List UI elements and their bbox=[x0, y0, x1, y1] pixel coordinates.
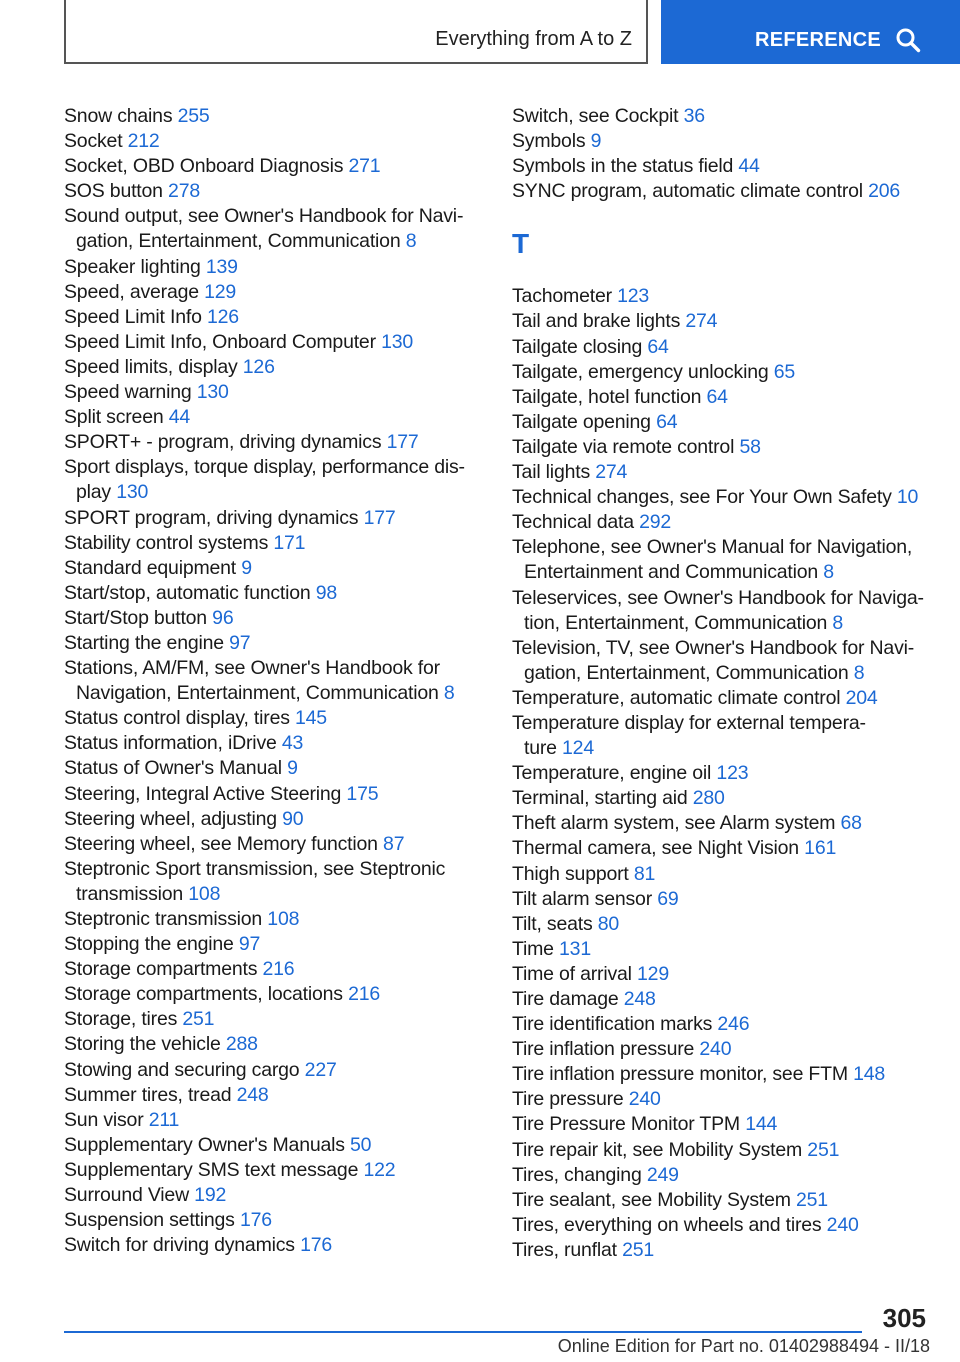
header-title: Everything from A to Z bbox=[435, 28, 632, 50]
page-link[interactable]: 9 bbox=[287, 757, 298, 780]
index-entry bbox=[64, 255, 486, 280]
index-term: Socket, OBD Onboard Diagnosis bbox=[64, 155, 344, 178]
index-term-continued: Entertainment and Communication bbox=[524, 561, 819, 584]
index-entry bbox=[64, 204, 486, 254]
page-link[interactable]: 130 bbox=[116, 481, 149, 504]
page-link[interactable]: 126 bbox=[206, 305, 239, 328]
index-entry bbox=[64, 807, 486, 832]
index-entry bbox=[64, 1058, 486, 1083]
index-entry bbox=[64, 606, 486, 631]
index-term: Tire inflation pressure monitor, see FTM bbox=[512, 1063, 848, 1086]
index-term: Steering wheel, adjusting bbox=[64, 807, 277, 830]
page-link[interactable]: 274 bbox=[685, 310, 718, 333]
index-term: Start/stop, automatic function bbox=[64, 581, 311, 604]
page-number: 305 bbox=[882, 1303, 926, 1333]
index-entry bbox=[512, 410, 944, 435]
index-term: Tail and brake lights bbox=[512, 310, 681, 333]
index-entry bbox=[64, 782, 486, 807]
index-term: Terminal, starting aid bbox=[512, 787, 688, 810]
page-link[interactable]: 97 bbox=[229, 631, 251, 654]
page-link[interactable]: 44 bbox=[738, 155, 760, 178]
index-term: Tire repair kit, see Mobility System bbox=[512, 1138, 803, 1161]
index-entry bbox=[512, 1188, 944, 1213]
page-link[interactable]: 139 bbox=[205, 255, 238, 278]
page-link[interactable]: 9 bbox=[590, 130, 602, 153]
index-entry bbox=[512, 385, 944, 410]
index-entry bbox=[64, 280, 486, 305]
index-term: Status control display, tires bbox=[64, 707, 290, 730]
section-letter: T bbox=[512, 228, 530, 260]
page-link[interactable]: 65 bbox=[773, 360, 796, 383]
index-term: Supplementary Owner's Manuals bbox=[64, 1133, 345, 1156]
page-link[interactable]: 251 bbox=[622, 1238, 654, 1261]
index-term: Theft alarm system, see Alarm system bbox=[512, 812, 836, 835]
index-entry bbox=[64, 1032, 486, 1057]
page-link[interactable]: 97 bbox=[238, 933, 261, 956]
page-link[interactable]: 126 bbox=[242, 355, 275, 378]
index-term: Thigh support bbox=[512, 862, 629, 885]
index-term: Tilt alarm sensor bbox=[512, 887, 652, 910]
index-term: Storing the vehicle bbox=[64, 1033, 221, 1056]
page-link[interactable]: 240 bbox=[826, 1213, 859, 1236]
page-link[interactable]: 192 bbox=[194, 1184, 227, 1207]
index-entry bbox=[64, 1083, 486, 1108]
index-entry bbox=[512, 937, 944, 962]
index-entry bbox=[64, 731, 486, 756]
index-term-continued: transmission bbox=[76, 882, 184, 905]
index-entry bbox=[64, 1158, 486, 1183]
page-link[interactable]: 8 bbox=[405, 230, 417, 253]
index-entry bbox=[512, 1213, 944, 1238]
index-term: Switch for driving dynamics bbox=[64, 1234, 295, 1257]
index-term: Status information, iDrive bbox=[64, 732, 277, 755]
index-entry bbox=[512, 1112, 944, 1137]
page-link[interactable]: 64 bbox=[706, 385, 728, 408]
index-term: SPORT program, driving dynamics bbox=[64, 506, 359, 529]
page-link[interactable]: 145 bbox=[295, 707, 327, 730]
page-link[interactable]: 43 bbox=[281, 732, 304, 755]
index-term: Tailgate via remote control bbox=[512, 435, 735, 458]
index-term: Tires, runflat bbox=[512, 1238, 617, 1261]
search-icon[interactable] bbox=[895, 27, 921, 53]
header-title-box bbox=[64, 0, 648, 64]
index-entry bbox=[64, 832, 486, 857]
index-entry bbox=[512, 154, 944, 179]
page-link[interactable]: 255 bbox=[177, 105, 210, 127]
page-link[interactable]: 87 bbox=[383, 832, 405, 855]
index-entry bbox=[512, 836, 944, 861]
index-entry bbox=[512, 360, 944, 385]
page-link[interactable]: 36 bbox=[683, 105, 705, 127]
page-link[interactable]: 176 bbox=[239, 1209, 272, 1232]
index-term: Switch, see Cockpit bbox=[512, 105, 679, 127]
page-link[interactable]: 108 bbox=[188, 882, 221, 905]
index-term: SYNC program, automatic climate control bbox=[512, 180, 863, 203]
index-entry bbox=[64, 907, 486, 932]
index-term-continued: Navigation, Entertainment, Communication bbox=[76, 682, 439, 705]
page-link[interactable]: 216 bbox=[262, 958, 295, 981]
index-entry bbox=[512, 1012, 944, 1037]
index-entry bbox=[64, 305, 486, 330]
index-entry bbox=[64, 957, 486, 982]
index-term-continued: gation, Entertainment, Communication bbox=[76, 230, 401, 253]
index-term: Tilt, seats bbox=[512, 912, 593, 935]
page-link[interactable]: 9 bbox=[241, 556, 252, 579]
page-link[interactable]: 124 bbox=[562, 737, 594, 760]
index-term: Technical data bbox=[512, 511, 634, 534]
index-term: Tailgate, hotel function bbox=[512, 385, 702, 408]
reference-tab[interactable] bbox=[661, 0, 960, 64]
index-term: Sport displays, torque display, performance dis- bbox=[64, 456, 465, 479]
index-term: Surround View bbox=[64, 1184, 189, 1207]
index-entry bbox=[64, 1208, 486, 1233]
index-term: Temperature, engine oil bbox=[512, 762, 712, 785]
index-term: Speed Limit Info, Onboard Computer bbox=[64, 330, 376, 353]
index-term: Tailgate closing bbox=[512, 335, 643, 358]
index-entry bbox=[64, 330, 486, 355]
index-term: Tire sealant, see Mobility System bbox=[512, 1188, 791, 1211]
index-term: Teleservices, see Owner's Handbook for Naviga- bbox=[512, 586, 924, 609]
index-column-left bbox=[64, 104, 484, 1258]
page-link[interactable]: 280 bbox=[692, 787, 725, 810]
index-entry bbox=[512, 335, 944, 360]
index-entry bbox=[512, 435, 944, 460]
index-term: Storage compartments, locations bbox=[64, 983, 343, 1006]
page-link[interactable]: 206 bbox=[868, 180, 901, 203]
page-link[interactable]: 240 bbox=[628, 1088, 661, 1111]
index-term: Tires, changing bbox=[512, 1163, 642, 1186]
index-term: Symbols bbox=[512, 130, 586, 153]
index-term: Speed, average bbox=[64, 280, 199, 303]
page-link[interactable]: 50 bbox=[350, 1133, 372, 1156]
index-entry bbox=[512, 862, 944, 887]
index-entry bbox=[64, 1133, 486, 1158]
index-term-continued: gation, Entertainment, Communication bbox=[524, 661, 849, 684]
page-link[interactable]: 108 bbox=[267, 908, 300, 930]
page-link[interactable]: 80 bbox=[597, 912, 620, 935]
page-link[interactable]: 211 bbox=[148, 1108, 180, 1131]
index-entry bbox=[512, 309, 944, 334]
page-link[interactable]: 274 bbox=[595, 461, 628, 484]
page-link[interactable]: 68 bbox=[840, 812, 862, 835]
page-link[interactable]: 64 bbox=[647, 335, 669, 358]
index-entry bbox=[64, 756, 486, 781]
index-entry bbox=[512, 485, 944, 510]
page-link[interactable]: 8 bbox=[443, 682, 455, 705]
page-link[interactable]: 130 bbox=[381, 330, 414, 353]
page-link[interactable]: 144 bbox=[745, 1113, 778, 1136]
page-link[interactable]: 90 bbox=[282, 807, 304, 830]
index-term: Suspension settings bbox=[64, 1209, 235, 1232]
index-term: Tailgate, emergency unlocking bbox=[512, 360, 769, 383]
page-link[interactable]: 64 bbox=[656, 410, 678, 433]
page-link[interactable]: 69 bbox=[657, 887, 679, 910]
index-entry bbox=[64, 104, 486, 129]
index-term: Steptronic transmission bbox=[64, 908, 263, 930]
index-term: Time bbox=[512, 937, 554, 960]
index-term: Tire Pressure Monitor TPM bbox=[512, 1113, 740, 1136]
index-term-continued: play bbox=[76, 481, 111, 504]
index-entry bbox=[64, 380, 486, 405]
index-term: Starting the engine bbox=[64, 631, 224, 654]
page-link[interactable]: 8 bbox=[823, 561, 834, 584]
index-entry bbox=[512, 1087, 944, 1112]
page-link[interactable]: 58 bbox=[739, 435, 761, 458]
index-term: Stations, AM/FM, see Owner's Handbook for bbox=[64, 657, 440, 680]
index-entry bbox=[512, 179, 944, 204]
index-term: Tires, everything on wheels and tires bbox=[512, 1213, 822, 1236]
page-link[interactable]: 122 bbox=[363, 1158, 396, 1181]
index-entry bbox=[512, 586, 944, 636]
index-entry bbox=[64, 581, 486, 606]
index-term: Start/Stop button bbox=[64, 606, 207, 629]
index-entry bbox=[512, 460, 944, 485]
page-link[interactable]: 251 bbox=[182, 1008, 215, 1031]
page-link[interactable]: 246 bbox=[717, 1013, 750, 1036]
index-entry bbox=[512, 686, 944, 711]
page-link[interactable]: 123 bbox=[716, 762, 749, 785]
page-link[interactable]: 81 bbox=[633, 862, 656, 885]
page-link[interactable]: 131 bbox=[559, 937, 591, 960]
index-term: Socket bbox=[64, 130, 123, 153]
index-term: Symbols in the status field bbox=[512, 155, 734, 178]
index-entry bbox=[64, 531, 486, 556]
index-group-t bbox=[512, 284, 932, 1263]
page-link[interactable]: 204 bbox=[845, 686, 878, 709]
page-link[interactable]: 161 bbox=[804, 837, 837, 860]
index-term: Tachometer bbox=[512, 285, 612, 308]
page-link[interactable]: 292 bbox=[639, 511, 672, 534]
index-entry bbox=[64, 556, 486, 581]
page-link[interactable]: 98 bbox=[315, 581, 338, 604]
page-link[interactable]: 171 bbox=[273, 531, 306, 554]
index-term: Supplementary SMS text message bbox=[64, 1158, 359, 1181]
index-entry bbox=[64, 405, 486, 430]
footer-edition: Online Edition for Part no. 01402988494 - II/18 bbox=[557, 1336, 930, 1356]
index-entry bbox=[64, 1183, 486, 1208]
index-entry bbox=[512, 711, 944, 761]
index-entry bbox=[512, 535, 944, 585]
index-entry bbox=[64, 1108, 486, 1133]
page-link[interactable]: 271 bbox=[348, 155, 381, 178]
index-entry bbox=[64, 982, 486, 1007]
index-entry bbox=[64, 857, 486, 907]
index-entry bbox=[64, 506, 486, 531]
index-entry bbox=[512, 510, 944, 535]
index-term: Snow chains bbox=[64, 105, 173, 127]
index-term: Television, TV, see Owner's Handbook for Navi- bbox=[512, 636, 915, 659]
index-entry bbox=[512, 129, 944, 154]
index-entry bbox=[512, 1138, 944, 1163]
page-link[interactable]: 129 bbox=[637, 962, 669, 985]
index-term: Time of arrival bbox=[512, 962, 632, 985]
page-link[interactable]: 8 bbox=[832, 611, 844, 634]
index-term: Speed limits, display bbox=[64, 355, 238, 378]
index-entry bbox=[64, 631, 486, 656]
index-entry bbox=[512, 987, 944, 1012]
page-link[interactable]: 249 bbox=[646, 1163, 679, 1186]
index-term: Steptronic Sport transmission, see Steptronic bbox=[64, 857, 446, 880]
index-term: Tire pressure bbox=[512, 1088, 624, 1111]
index-term: Speed warning bbox=[64, 381, 192, 404]
index-entry bbox=[64, 154, 486, 179]
index-entry bbox=[64, 430, 486, 455]
index-term-continued: tion, Entertainment, Communication bbox=[524, 611, 828, 634]
index-term: Tire identification marks bbox=[512, 1013, 713, 1036]
index-term-continued: ture bbox=[524, 737, 557, 760]
index-term: Tailgate opening bbox=[512, 410, 651, 433]
page-link[interactable]: 278 bbox=[168, 180, 200, 203]
page-link[interactable]: 129 bbox=[204, 280, 237, 303]
page-link[interactable]: 216 bbox=[348, 983, 381, 1006]
index-term: Status of Owner's Manual bbox=[64, 757, 282, 780]
index-entry bbox=[64, 179, 486, 204]
page-link[interactable]: 130 bbox=[196, 381, 229, 404]
index-term: Tire damage bbox=[512, 988, 619, 1010]
index-term: Thermal camera, see Night Vision bbox=[512, 837, 799, 860]
index-term: Steering, Integral Active Steering bbox=[64, 782, 342, 805]
index-entry bbox=[512, 636, 944, 686]
page-link[interactable]: 288 bbox=[225, 1033, 258, 1056]
reference-label: REFERENCE bbox=[755, 29, 882, 51]
page-link[interactable]: 177 bbox=[363, 506, 396, 529]
index-group-s-end bbox=[512, 104, 932, 204]
index-term: Speed Limit Info bbox=[64, 305, 202, 328]
index-entry bbox=[512, 962, 944, 987]
index-term: Summer tires, tread bbox=[64, 1083, 232, 1106]
index-entry bbox=[512, 1037, 944, 1062]
index-term: Steering wheel, see Memory function bbox=[64, 832, 378, 855]
footer-divider bbox=[64, 1331, 862, 1333]
index-term: Split screen bbox=[64, 406, 164, 429]
index-entry bbox=[64, 129, 486, 154]
index-entry bbox=[512, 761, 944, 786]
page-link[interactable]: 175 bbox=[346, 782, 379, 805]
page-link[interactable]: 96 bbox=[212, 606, 234, 629]
index-entry bbox=[64, 1233, 486, 1258]
index-term: Temperature display for external tempera- bbox=[512, 711, 866, 734]
page-link[interactable]: 248 bbox=[236, 1083, 269, 1106]
page-link[interactable]: 248 bbox=[623, 988, 656, 1010]
index-term: Storage compartments bbox=[64, 958, 258, 981]
index-entry bbox=[64, 932, 486, 957]
index-entry bbox=[64, 455, 486, 505]
page-link[interactable]: 212 bbox=[127, 130, 160, 153]
index-term: SOS button bbox=[64, 180, 163, 203]
index-term: Standard equipment bbox=[64, 556, 237, 579]
index-term: Stowing and securing cargo bbox=[64, 1058, 300, 1081]
index-entry bbox=[512, 1238, 944, 1263]
index-term: Speaker lighting bbox=[64, 255, 201, 278]
index-entry bbox=[64, 656, 486, 706]
index-entry bbox=[512, 104, 944, 129]
page-link[interactable]: 251 bbox=[807, 1138, 840, 1161]
index-term: Tire inflation pressure bbox=[512, 1038, 695, 1061]
index-entry bbox=[512, 284, 944, 309]
index-entry bbox=[64, 355, 486, 380]
page-link[interactable]: 123 bbox=[617, 285, 650, 308]
index-entry bbox=[64, 1007, 486, 1032]
page-link[interactable]: 240 bbox=[699, 1038, 732, 1061]
index-term: SPORT+ - program, driving dynamics bbox=[64, 431, 382, 454]
index-term: Temperature, automatic climate control bbox=[512, 686, 841, 709]
index-entry bbox=[512, 887, 944, 912]
page-link[interactable]: 176 bbox=[300, 1234, 333, 1257]
index-entry bbox=[512, 1062, 944, 1087]
page-link[interactable]: 8 bbox=[853, 661, 865, 684]
index-term: Storage, tires bbox=[64, 1008, 178, 1031]
index-entry bbox=[512, 811, 944, 836]
index-entry bbox=[512, 912, 944, 937]
page-link[interactable]: 177 bbox=[386, 431, 419, 454]
index-entry bbox=[512, 1163, 944, 1188]
index-term: Sound output, see Owner's Handbook for Navi- bbox=[64, 205, 464, 228]
page-link[interactable]: 227 bbox=[304, 1058, 337, 1081]
page-link[interactable]: 148 bbox=[853, 1063, 886, 1086]
page-link[interactable]: 10 bbox=[896, 486, 919, 509]
index-term: Stability control systems bbox=[64, 531, 269, 554]
index-entry bbox=[512, 786, 944, 811]
index-term: Telephone, see Owner's Manual for Navigation, bbox=[512, 536, 913, 559]
index-term: Sun visor bbox=[64, 1108, 144, 1131]
index-entry bbox=[64, 706, 486, 731]
page-link[interactable]: 251 bbox=[796, 1188, 828, 1211]
index-term: Stopping the engine bbox=[64, 933, 234, 956]
index-term: Technical changes, see For Your Own Safety bbox=[512, 486, 892, 509]
page-link[interactable]: 44 bbox=[168, 406, 190, 429]
index-term: Tail lights bbox=[512, 461, 590, 484]
index-column-right bbox=[512, 104, 932, 1263]
